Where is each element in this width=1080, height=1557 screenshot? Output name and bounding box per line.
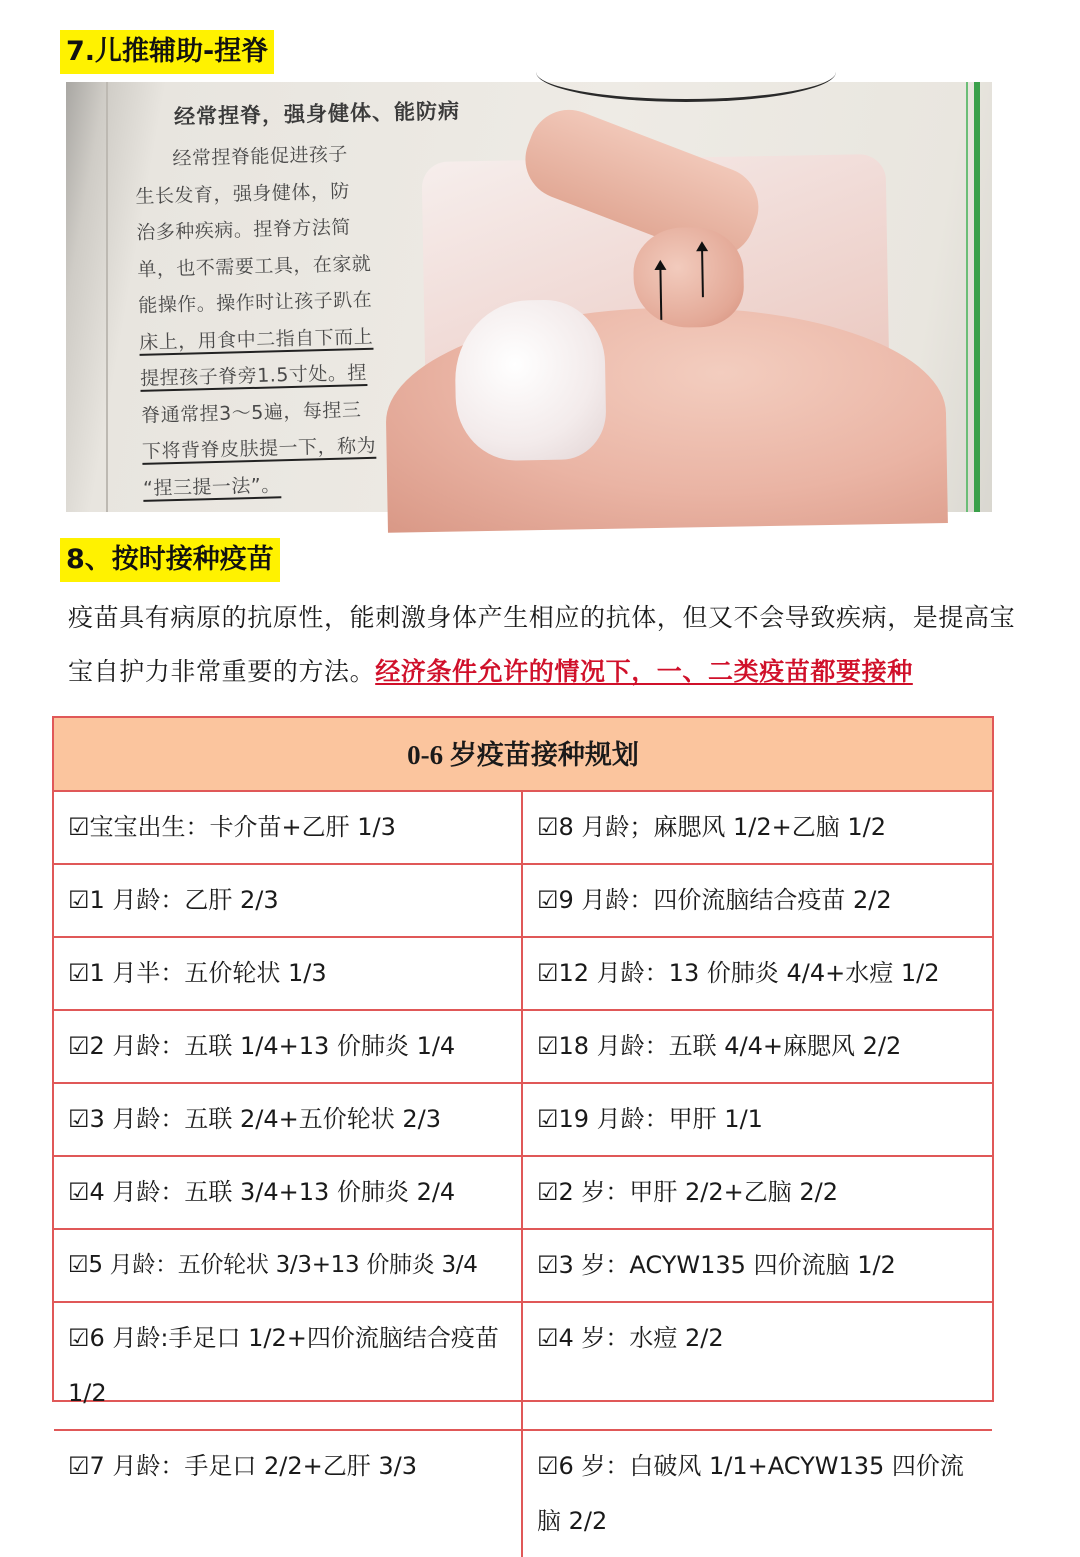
book-line: 生长发育，强身健体，防 <box>135 179 351 208</box>
table-cell: ☑9 月龄：四价流脑结合疫苗 2/2 <box>537 886 892 914</box>
table-row <box>54 1011 992 1084</box>
table-cell: ☑12 月龄：13 价肺炎 4/4+水痘 1/2 <box>537 959 940 987</box>
table-cell: ☑1 月半：五价轮状 1/3 <box>54 938 523 1009</box>
book-page-photo <box>66 82 992 512</box>
table-row <box>54 1157 992 1230</box>
table-row <box>54 792 992 865</box>
vaccine-paragraph <box>68 591 1038 699</box>
table-cell: ☑18 月龄：五联 4/4+麻腮风 2/2 <box>537 1032 902 1060</box>
table-cell: ☑4 月龄：五联 3/4+13 价肺炎 2/4 <box>54 1157 523 1228</box>
table-title: 0-6 岁疫苗接种规划 <box>54 718 992 792</box>
table-cell: ☑2 月龄：五联 1/4+13 价肺炎 1/4 <box>54 1011 523 1082</box>
book-text-block <box>134 135 403 507</box>
page-edge <box>106 82 108 512</box>
vaccine-schedule-table <box>52 716 994 1535</box>
table-row <box>54 1084 992 1157</box>
table-cell: ☑5 月龄：五价轮状 3/3+13 价肺炎 3/4 <box>54 1230 523 1301</box>
book-line: 能操作。操作时让孩子趴在 <box>138 288 373 317</box>
table-cell: ☑7 月龄：手足口 2/2+乙肝 3/3 <box>54 1431 523 1557</box>
book-line-underlined: 下将背脊皮肤提一下，称为 <box>141 434 377 463</box>
book-line-underlined: 床上，用食中二指自下而上 <box>138 325 374 354</box>
table-cell: ☑6 岁：白破风 1/1+ACYW135 四价流脑 2/2 <box>537 1452 964 1535</box>
book-heading: 经常捏脊，强身健体、能防病 <box>173 99 461 129</box>
book-line: 单，也不需要工具，在家就 <box>137 252 372 281</box>
book-line: 治多种疾病。捏脊方法简 <box>136 216 352 244</box>
pinching-spine-illustration <box>422 154 891 450</box>
paragraph-highlight: 经济条件允许的情况下，一、二类疫苗都要接种 <box>375 657 913 686</box>
page-green-border <box>974 82 980 512</box>
book-line-underlined: 提捏孩子脊旁1.5寸处。捏 <box>139 361 368 390</box>
table-cell: ☑2 岁：甲肝 2/2+乙脑 2/2 <box>537 1178 839 1206</box>
drawn-curve <box>536 42 836 102</box>
table-row <box>54 865 992 938</box>
table-row <box>54 938 992 1011</box>
page-green-border-thin <box>966 82 968 512</box>
section-heading-8: 8、按时接种疫苗 <box>60 538 280 582</box>
table-cell: ☑19 月龄：甲肝 1/1 <box>537 1105 763 1133</box>
table-cell: ☑3 月龄：五联 2/4+五价轮状 2/3 <box>54 1084 523 1155</box>
section-heading-7: 7.儿推辅助-捏脊 <box>60 30 274 74</box>
table-cell: ☑4 岁：水痘 2/2 <box>537 1324 724 1352</box>
paragraph-text: 疫苗具有病原的抗原性，能刺激身体产生相应的抗体，但又不会导致疾病，是提高宝宝自护力非常重要的方法。 <box>68 603 1016 686</box>
table-row <box>54 1230 992 1303</box>
diaper <box>454 299 607 462</box>
table-cell: ☑8 月龄；麻腮风 1/2+乙脑 1/2 <box>537 813 887 841</box>
table-cell: ☑3 岁：ACYW135 四价流脑 1/2 <box>537 1251 896 1279</box>
table-cell: ☑6 月龄:手足口 1/2+四价流脑结合疫苗 1/2 <box>54 1303 523 1429</box>
book-line: 经常捏脊能促进孩子 <box>172 143 349 170</box>
table-cell: ☑宝宝出生：卡介苗+乙肝 1/3 <box>54 792 523 863</box>
table-row <box>54 1303 992 1431</box>
adult-hand <box>633 226 745 328</box>
table-cell: ☑1 月龄：乙肝 2/3 <box>54 865 523 936</box>
book-line: 脊通常捏3～5遍，每捏三 <box>140 398 362 427</box>
book-line-underlined: “捏三提一法”。 <box>142 473 281 500</box>
table-row <box>54 1431 992 1557</box>
